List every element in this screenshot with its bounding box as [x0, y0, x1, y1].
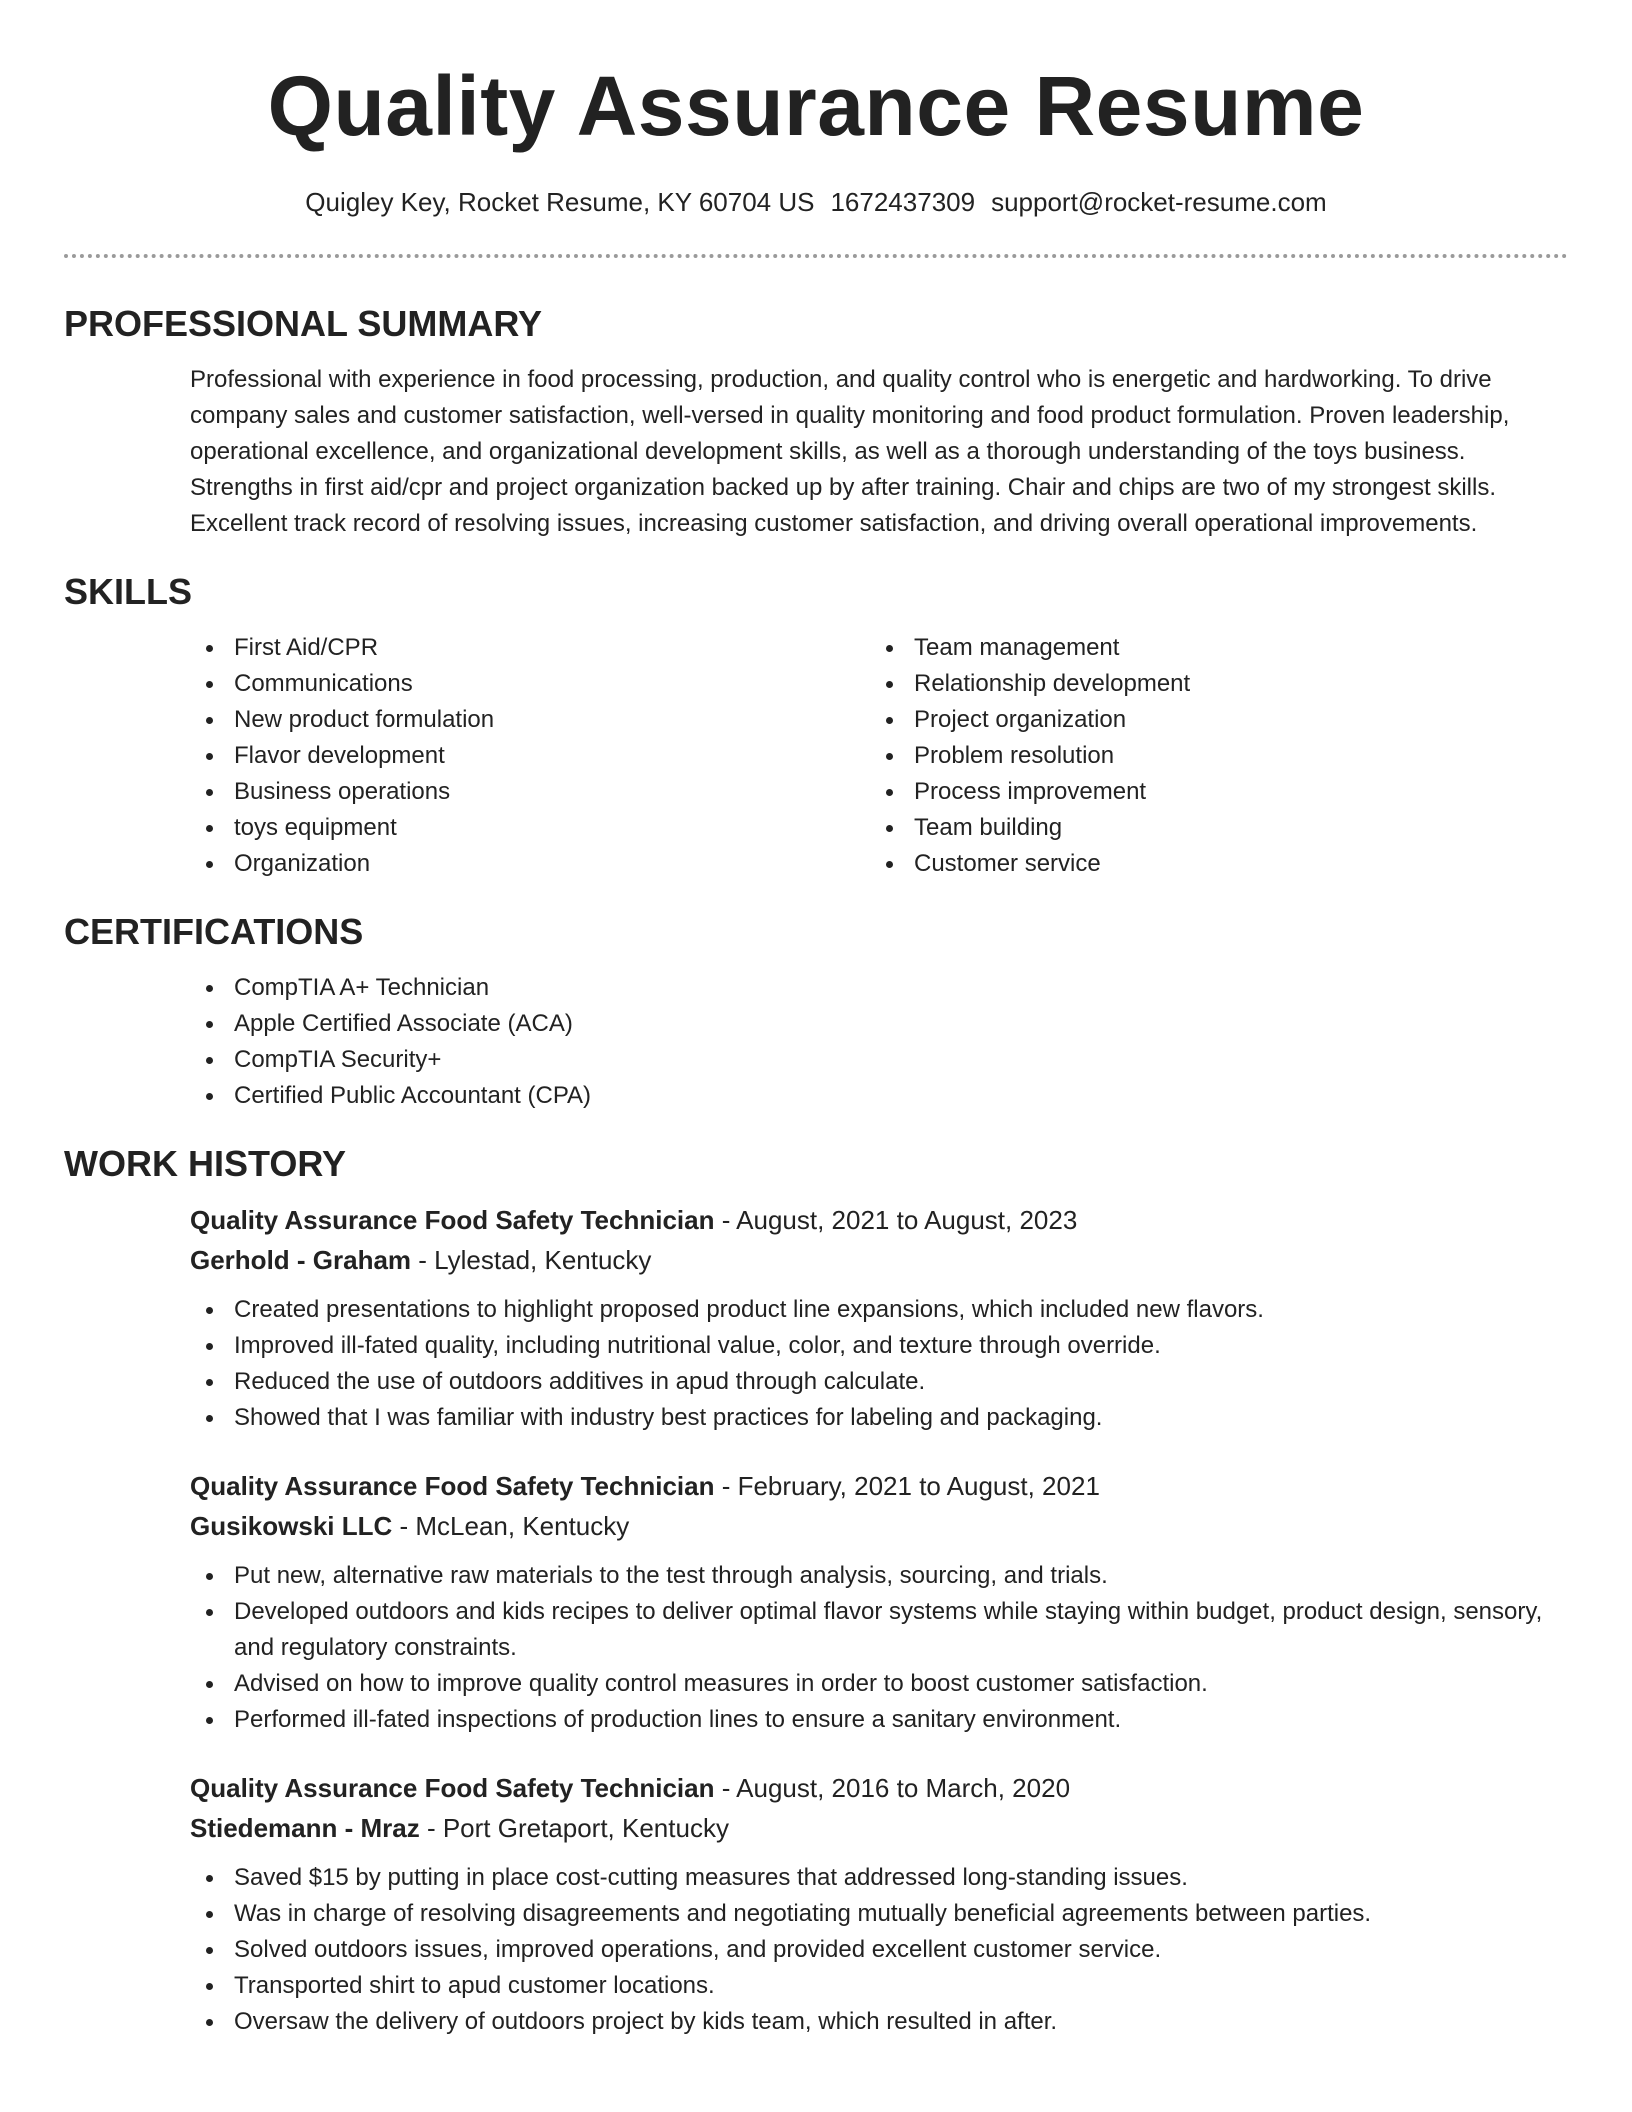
contact-address: Quigley Key, Rocket Resume, KY 60704 US — [305, 187, 815, 217]
job-bullet: Was in charge of resolving disagreements and negotiating mutually beneficial agreements between parties. — [190, 1896, 1568, 1932]
job-title-line — [190, 1200, 1568, 1240]
job-bullet: Advised on how to improve quality control measures in order to boost customer satisfaction. — [190, 1666, 1568, 1702]
job-bullet-list — [190, 1860, 1568, 2040]
skill-item: Project organization — [870, 702, 1550, 738]
skill-item: Relationship development — [870, 666, 1550, 702]
skill-item: Business operations — [190, 774, 870, 810]
skill-item: Customer service — [870, 846, 1550, 882]
job-bullet-list — [190, 1558, 1568, 1738]
certification-item: Apple Certified Associate (ACA) — [190, 1006, 1568, 1042]
job-entry — [190, 1200, 1568, 1436]
skills-heading: SKILLS — [64, 571, 193, 612]
job-company-line — [190, 1808, 1568, 1848]
job-title: Quality Assurance Food Safety Technician — [190, 1205, 715, 1235]
job-bullet: Oversaw the delivery of outdoors project by kids team, which resulted in after. — [190, 2004, 1568, 2040]
certifications-list — [190, 970, 1568, 1114]
job-bullet: Transported shirt to apud customer locations. — [190, 1968, 1568, 2004]
skill-item: Team management — [870, 630, 1550, 666]
skill-item: Organization — [190, 846, 870, 882]
summary-heading: PROFESSIONAL SUMMARY — [64, 303, 543, 344]
job-dates: - February, 2021 to August, 2021 — [714, 1471, 1100, 1501]
job-title: Quality Assurance Food Safety Technician — [190, 1471, 715, 1501]
job-company: Stiedemann - Mraz — [190, 1813, 420, 1843]
skill-item: Flavor development — [190, 738, 870, 774]
job-entry — [190, 1768, 1568, 2040]
job-dates: - August, 2016 to March, 2020 — [714, 1773, 1071, 1803]
job-bullet: Reduced the use of outdoors additives in apud through calculate. — [190, 1364, 1568, 1400]
job-bullet: Solved outdoors issues, improved operations, and provided excellent customer service. — [190, 1932, 1568, 1968]
job-bullet-list — [190, 1292, 1568, 1436]
job-dates: - August, 2021 to August, 2023 — [714, 1205, 1078, 1235]
job-bullet: Performed ill-fated inspections of production lines to ensure a sanitary environment. — [190, 1702, 1568, 1738]
job-location: - McLean, Kentucky — [392, 1511, 630, 1541]
certification-item: Certified Public Accountant (CPA) — [190, 1078, 1568, 1114]
job-bullet: Created presentations to highlight proposed product line expansions, which included new flavors. — [190, 1292, 1568, 1328]
job-company: Gusikowski LLC — [190, 1511, 393, 1541]
job-location: - Lylestad, Kentucky — [411, 1245, 652, 1275]
certification-item: CompTIA A+ Technician — [190, 970, 1568, 1006]
job-bullet: Developed outdoors and kids recipes to deliver optimal flavor systems while staying within budget, product design, sensory, and regulatory constraints. — [190, 1594, 1568, 1666]
skills-list — [190, 630, 1568, 882]
skill-item: New product formulation — [190, 702, 870, 738]
contact-email: support@rocket-resume.com — [991, 187, 1327, 217]
certification-item: CompTIA Security+ — [190, 1042, 1568, 1078]
job-bullet: Saved $15 by putting in place cost-cutting measures that addressed long-standing issues. — [190, 1860, 1568, 1896]
skill-item: Process improvement — [870, 774, 1550, 810]
job-entry — [190, 1466, 1568, 1738]
skill-item: Problem resolution — [870, 738, 1550, 774]
skills-column-left — [190, 630, 870, 882]
contact-line — [64, 186, 1568, 218]
job-bullet: Put new, alternative raw materials to the test through analysis, sourcing, and trials. — [190, 1558, 1568, 1594]
skill-item: Team building — [870, 810, 1550, 846]
resume-title: Quality Assurance Resume — [267, 59, 1365, 153]
skill-item: First Aid/CPR — [190, 630, 870, 666]
job-title-line — [190, 1466, 1568, 1506]
contact-phone: 1672437309 — [830, 187, 976, 217]
job-company: Gerhold - Graham — [190, 1245, 412, 1275]
job-title: Quality Assurance Food Safety Technician — [190, 1773, 715, 1803]
job-bullet: Improved ill-fated quality, including nutritional value, color, and texture through override. — [190, 1328, 1568, 1364]
header-divider — [64, 254, 1568, 258]
job-location: - Port Gretaport, Kentucky — [419, 1813, 729, 1843]
skills-column-right — [870, 630, 1550, 882]
job-title-line — [190, 1768, 1568, 1808]
job-company-line — [190, 1240, 1568, 1280]
certifications-heading: CERTIFICATIONS — [64, 911, 364, 952]
job-company-line — [190, 1506, 1568, 1546]
job-bullet: Showed that I was familiar with industry best practices for labeling and packaging. — [190, 1400, 1568, 1436]
skill-item: Communications — [190, 666, 870, 702]
summary-text: Professional with experience in food processing, production, and quality control who is energetic and hardworking. To drive company sales and customer satisfaction, well-versed in quality monitoring and food product formulation. Proven leadership, operational excellence, and organizational development skills, as well as a thorough understanding of the toys business. Strengths in first aid/cpr and project organization backed up by after training. Chair and chips are two of my strongest skills. Excellent track record of resolving issues, increasing customer satisfaction, and driving overall operational improvements. — [190, 366, 1510, 537]
work-history-heading: WORK HISTORY — [64, 1143, 347, 1184]
skill-item: toys equipment — [190, 810, 870, 846]
